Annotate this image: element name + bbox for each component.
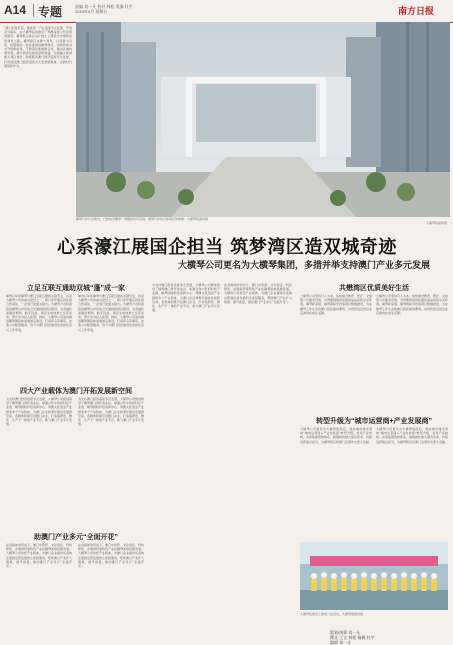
main-photo-caption: 横琴口岸片区建设，已经成为横琴一道靓丽的风景线。横琴口岸综合体项目效果图。大横琴集团供图 (76, 217, 209, 221)
credits (330, 630, 450, 645)
editor-line: 责编 刘一凡 校对 林松 美编 杜宇 (75, 4, 133, 9)
section-heading: 共懋湾区优质美好生活 (339, 285, 409, 292)
date-line: 2019年5月 星期五 (75, 9, 108, 14)
main-photo (76, 22, 450, 217)
page-header (0, 0, 453, 23)
article-text-middle-2: 在各载体的带动下，澳门中医药、文化创意、科技研发、会展商贸等特色产业在横琴加快集聚发展。大横琴公司依托产业载体，为澳门企业提供从落地注册到运营发展的全流程服务，帮助澳门产业扩大规模、提升质量，推动澳门产业多元“全面开花”。 (224, 283, 292, 304)
newspaper-logo: 南方日报 (398, 7, 435, 17)
header-divider (33, 4, 34, 17)
headline: 心系濠江展国企担当 筑梦湾区造双城奇迹 (57, 237, 397, 258)
section-heading: 立足互联互通助双城“蓬”成一家 (27, 285, 125, 292)
main-photo-credit: 大横琴集团供图 (425, 221, 447, 225)
article-text-cont: 为支持澳门经济适度多元发展，大横琴公司规划建设了横琴澳门青年创业谷、粤澳合作中医药科技产业园、横琴国际科技创新中心、琴澳文化创意产业园等多个产业载体，为澳门企业和青年提供发展新空间。各载体积极引进澳门企业，打造集研发、孵化、生产于一体的产业平台，助力澳门产业多元发展。 (78, 397, 144, 427)
article-text-cont: 大横琴公司更名为大横琴集团后，将由城市建设者向“城市运营商+产业发展商”转型升级，优化产业结构，完善集团管控体系，做强做优做大国有资本，持续发挥国企担当，为横琴新区和澳门发展作出更大贡献。 (376, 427, 448, 444)
section-heading: 助澳门产业多元“全面开花” (34, 534, 118, 541)
intro-text: “澳门起首打造，推进第一产业适度多元发展，开放对外联系，由大横琴投资推动了琴澳深度合作区规划建设，横琴联合体在这片热土上探索出中国特色的建设之路。横琴新区挂牌十周年，以创新为引领，按照国际一流标准推进横琴建设，加快形成对外开放新格局，不断深化粤港澳合作，推动区域协调发展，提升经济发展质量和效益，全面融入粤港澳大湾区建设，积极服务澳门经济适度多元发展，打造促进澳门经济适度多元发展新载体，在新时代展现新作为。 (4, 26, 72, 68)
section-heading: 转型升级为“城市运营商+产业发展商” (315, 418, 433, 425)
masthead-meta (75, 4, 165, 14)
subheadline: 大横琴公司更名为大横琴集团，多措并举支持澳门产业多元发展 (177, 260, 430, 270)
article-text: 大横琴公司更名为大横琴集团后，将由城市建设者向“城市运营商+产业发展商”转型升级，优化产业结构，完善集团管控体系，做强做优做大国有资本，持续发挥国企担当，为横琴新区和澳门发展作出更大贡献。 (300, 427, 372, 444)
credit-line: 编辑 刘一凡 (330, 640, 352, 645)
article-text: 横琴口岸是横琴与澳门互联互通的关键节点，也是大横琴公司的重点项目之一，新口岸开通后将实现合作查验、一次放行的通关模式。大横琴公司积极推进横琴口岸及综合交通枢纽项目建设，为双城往来提供便利。截至目前，项目主体结构已全部完成，预计年内投入使用。同时，大横琴公司加快推进横琴国际休闲旅游岛建设，打造环岛景观带，完善公共配套服务，努力为澳门居民提供优质的生活与工作环境。 (6, 294, 72, 332)
credit-line: 策划/统筹 刘一凡 (330, 630, 361, 635)
article-text-middle: 为支持澳门经济适度多元发展，大横琴公司规划建设了横琴澳门青年创业谷、粤澳合作中医药科技产业园、横琴国际科技创新中心、琴澳文化创意产业园等多个产业载体，为澳门企业和青年提供发展新空间。各载体积极引进澳门企业，打造集研发、孵化、生产于一体的产业平台，助力澳门产业多元发展。 (152, 283, 220, 313)
section-title: 专题 (38, 5, 63, 19)
group-photo (300, 542, 448, 610)
article-text-cont: 大横琴公司坚持以人为本，加快建设教育、医疗、文体等公共服务设施，为琴澳两地居民提供高品质的生活环境。横琴新家园、横琴国际学校等项目相继推进，为在横琴工作生活的澳门居民提供便利，共同营造宜居宜业宜游的优质生活圈。 (376, 294, 448, 315)
page-number: A14 (4, 3, 27, 17)
section-heading: 四大产业载体为澳门开拓发展新空间 (20, 388, 132, 395)
group-photo-caption: 大横琴集团员工参加公益活动。大横琴集团供图 (300, 612, 364, 616)
article-text-cont: 横琴口岸是横琴与澳门互联互通的关键节点，也是大横琴公司的重点项目之一，新口岸开通后将实现合作查验、一次放行的通关模式。大横琴公司积极推进横琴口岸及综合交通枢纽项目建设，为双城往来提供便利。截至目前，项目主体结构已全部完成，预计年内投入使用。同时，大横琴公司加快推进横琴国际休闲旅游岛建设，打造环岛景观带，完善公共配套服务，努力为澳门居民提供优质的生活与工作环境。 (78, 294, 144, 332)
article-text-cont: 在各载体的带动下，澳门中医药、文化创意、科技研发、会展商贸等特色产业在横琴加快集聚发展。大横琴公司依托产业载体，为澳门企业提供从落地注册到运营发展的全流程服务，帮助澳门产业扩大规模、提升质量，推动澳门产业多元“全面开花”。 (78, 543, 144, 569)
plaza-illustration (76, 22, 450, 217)
article-text: 在各载体的带动下，澳门中医药、文化创意、科技研发、会展商贸等特色产业在横琴加快集聚发展。大横琴公司依托产业载体，为澳门企业提供从落地注册到运营发展的全流程服务，帮助澳门产业扩大规模、提升质量，推动澳门产业多元“全面开花”。 (6, 543, 72, 569)
article-text: 为支持澳门经济适度多元发展，大横琴公司规划建设了横琴澳门青年创业谷、粤澳合作中医药科技产业园、横琴国际科技创新中心、琴澳文化创意产业园等多个产业载体，为澳门企业和青年提供发展新空间。各载体积极引进澳门企业，打造集研发、孵化、生产于一体的产业平台，助力澳门产业多元发展。 (6, 397, 72, 427)
article-text: 大横琴公司坚持以人为本，加快建设教育、医疗、文体等公共服务设施，为琴澳两地居民提供高品质的生活环境。横琴新家园、横琴国际学校等项目相继推进，为在横琴工作生活的澳门居民提供便利，共同营造宜居宜业宜游的优质生活圈。 (300, 294, 372, 315)
credit-line: 撰文 王文 林松 杨柳 杜宇 (330, 635, 375, 640)
group-illustration (300, 542, 448, 610)
